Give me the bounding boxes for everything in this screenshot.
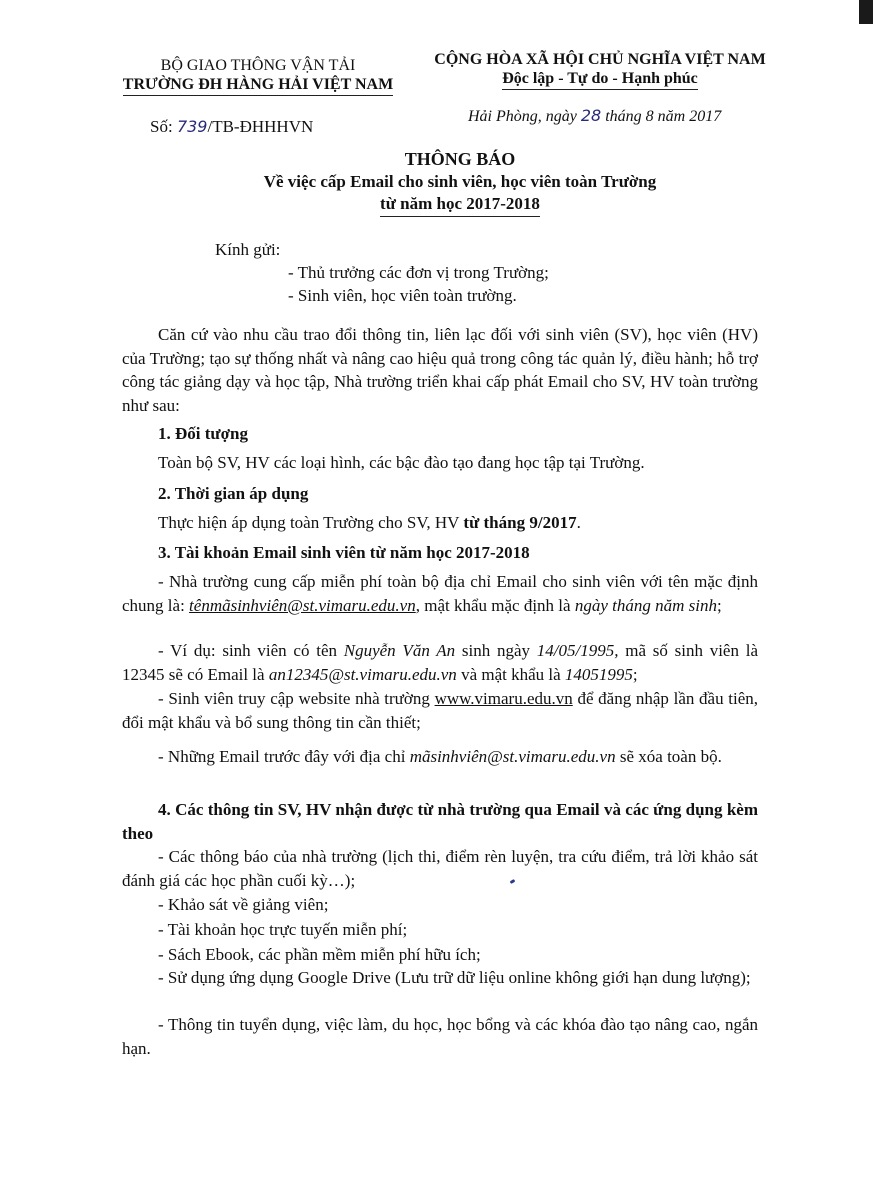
title-subject: Về việc cấp Email cho sinh viên, học viên toàn Trường [263, 172, 657, 191]
section-text: Toàn bộ SV, HV các loại hình, các bậc đào tạo đang học tập tại Trường. [158, 453, 645, 472]
addressee-label: Kính gửi: [215, 240, 281, 259]
list-item: - Các thông báo của nhà trường (lịch thi, điểm rèn luyện, tra cứu điểm, trả lời khảo sát đánh giá các học phần cuối kỳ…); [122, 847, 758, 890]
university-name: TRƯỜNG ĐH HÀNG HẢI VIỆT NAM [123, 75, 393, 96]
bullet-paragraph: - Sinh viên truy cập website nhà trường www.vimaru.edu.vn để đăng nhập lần đầu tiên, đổi mật khẩu và bổ sung thông tin cần thiết; [122, 689, 759, 732]
list-item: - Tài khoản học trực tuyến miễn phí; [158, 920, 408, 939]
title-main: THÔNG BÁO [404, 149, 516, 169]
recipient-item: - Sinh viên, học viên toàn trường. [288, 286, 517, 305]
title-subject-year: từ năm học 2017-2018 [380, 193, 540, 217]
bullet-paragraph: - Ví dụ: sinh viên có tên Nguyễn Văn An sinh ngày 14/05/1995, mã số sinh viên là 12345 sẽ có Email là an12345@st.vimaru.edu.vn và mật khẩu là 14051995; [122, 641, 758, 684]
email-pattern: tênmãsinhviên@st.vimaru.edu.vn [189, 595, 416, 615]
ministry-name: BỘ GIAO THÔNG VẬN TẢI [160, 57, 356, 74]
section-heading: 4. Các thông tin SV, HV nhận được từ nhà trường qua Email và các ứng dụng kèm theo [122, 800, 758, 843]
document-title [180, 148, 740, 217]
list-item: - Khảo sát về giảng viên; [158, 895, 329, 914]
section-heading: 1. Đối tượng [158, 424, 248, 443]
list-item: - Sử dụng ứng dụng Google Drive (Lưu trữ dữ liệu online không giới hạn dung lượng); [158, 968, 751, 987]
national-motto: Độc lập - Tự do - Hạnh phúc [502, 69, 698, 90]
issue-date: Hải Phòng, ngày 28 tháng 8 năm 2017 [468, 106, 722, 125]
handwritten-day: 28 [580, 106, 602, 125]
handwritten-number: 739 [176, 117, 208, 136]
issuer-header [108, 56, 408, 96]
intro-paragraph: Căn cứ vào nhu cầu trao đổi thông tin, liên lạc đối với sinh viên (SV), học viên (HV) của Trường; tạo sự thống nhất và nâng cao hiệu quả trong công tác quản lý, điều hành; hỗ trợ công tác giảng dạy và học tập, Nhà trường triển khai cấp phát Email cho SV, HV toàn trường như sau: [122, 325, 758, 415]
website-link[interactable]: www.vimaru.edu.vn [434, 689, 573, 708]
list-item: - Sách Ebook, các phần mềm miễn phí hữu ích; [158, 945, 481, 964]
example-email: an12345@st.vimaru.edu.vn [268, 664, 457, 684]
section-heading: 2. Thời gian áp dụng [158, 484, 309, 503]
document-number: Số: 739/TB-ĐHHHVN [150, 117, 314, 136]
recipient-item: - Thủ trưởng các đơn vị trong Trường; [288, 263, 549, 282]
national-header [420, 50, 780, 90]
section-heading: 3. Tài khoản Email sinh viên từ năm học 2017-2018 [158, 543, 530, 562]
bullet-paragraph: - Nhà trường cung cấp miễn phí toàn bộ địa chỉ Email cho sinh viên với tên mặc định chung là: tênmãsinhviên@st.vimaru.edu.vn, mật khẩu mặc định là ngày tháng năm sinh; [122, 572, 758, 615]
scan-edge-mark [859, 0, 873, 24]
list-item: - Thông tin tuyển dụng, việc làm, du học, học bổng và các khóa đào tạo nâng cao, ngắn hạn. [122, 1015, 758, 1058]
section-text: Thực hiện áp dụng toàn Trường cho SV, HV từ tháng 9/2017. [158, 513, 581, 532]
bullet-paragraph: - Những Email trước đây với địa chỉ mãsinhviên@st.vimaru.edu.vn sẽ xóa toàn bộ. [158, 747, 722, 766]
country-name: CỘNG HÒA XÃ HỘI CHỦ NGHĨA VIỆT NAM [434, 51, 766, 68]
